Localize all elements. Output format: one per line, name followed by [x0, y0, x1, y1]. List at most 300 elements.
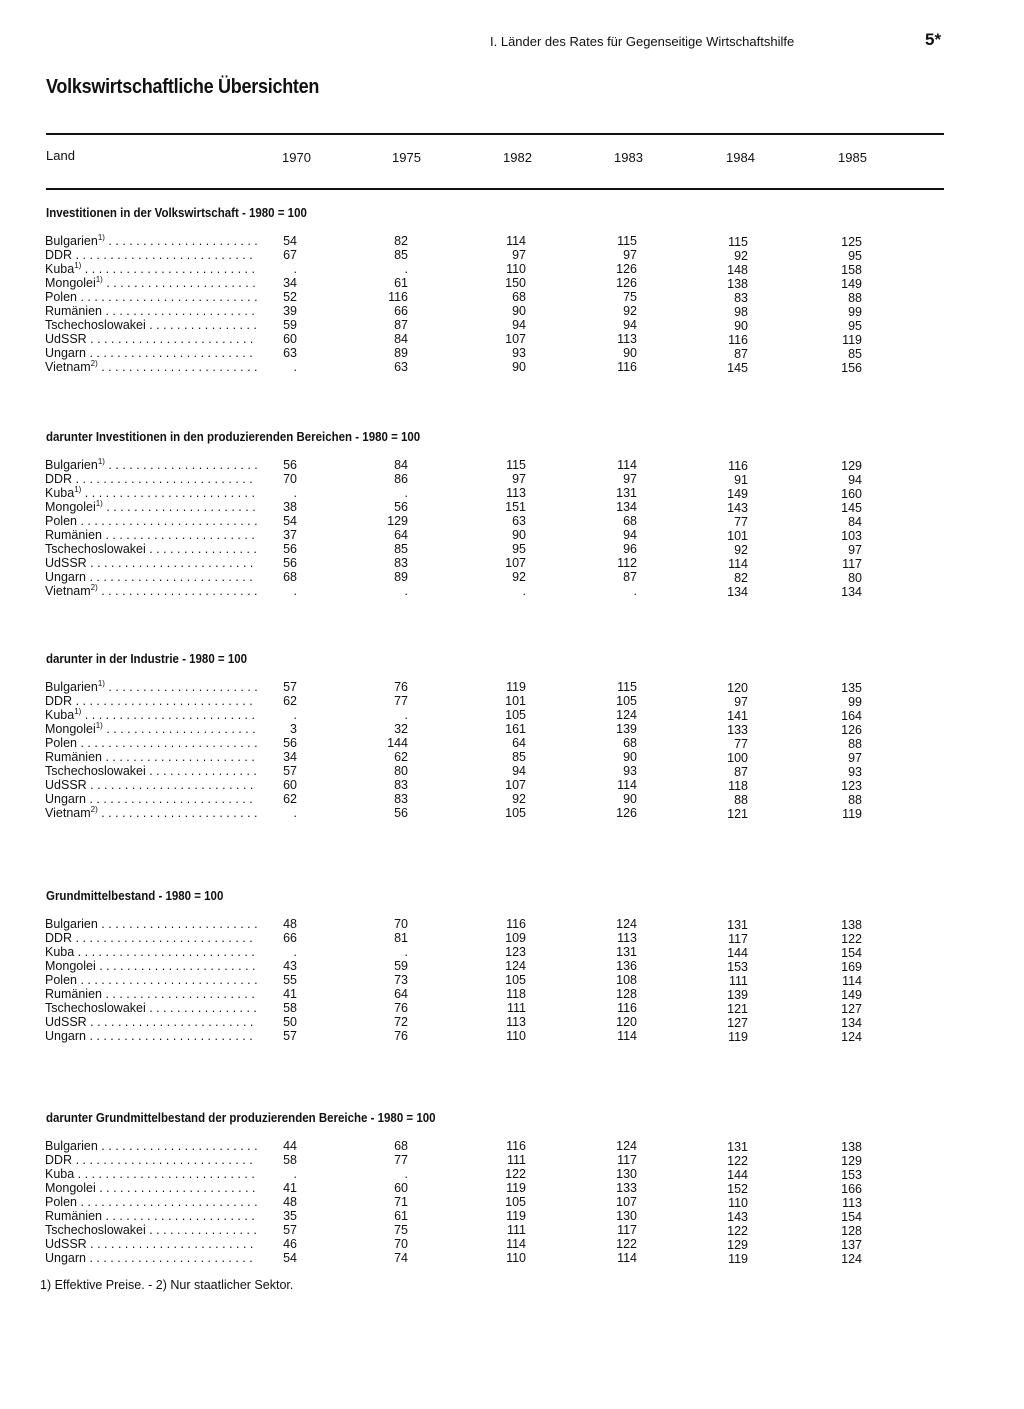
row-label	[45, 528, 257, 542]
value-cell-1984: 88	[734, 793, 748, 807]
value-cell-1975: .	[404, 584, 408, 598]
row-label	[45, 584, 257, 598]
value-cell-1970: 56	[283, 458, 297, 472]
country-name: Bulgarien	[45, 1139, 98, 1153]
value-cell-1984: 119	[728, 1252, 748, 1266]
value-cell-1970: 62	[283, 792, 297, 806]
row-label	[45, 806, 257, 820]
value-cell-1985: 122	[841, 932, 862, 946]
value-cell-1983: 94	[623, 318, 637, 332]
value-cell-1985: 103	[841, 529, 862, 543]
value-cell-1975: 77	[394, 1153, 408, 1167]
value-cell-1975: 73	[394, 973, 408, 987]
value-cell-1982: 94	[512, 318, 526, 332]
value-cell-1984: 83	[734, 291, 748, 305]
value-cell-1984: 131	[727, 918, 748, 932]
value-cell-1984: 143	[727, 501, 748, 515]
value-cell-1984: 87	[734, 765, 748, 779]
column-header-row	[0, 150, 1024, 170]
value-cell-1985: 95	[848, 319, 862, 333]
value-cell-1985: 125	[841, 235, 862, 249]
value-cell-1982: 114	[506, 234, 526, 248]
value-cell-1975: 71	[394, 1195, 408, 1209]
value-cell-1984: 117	[728, 932, 748, 946]
table-row	[0, 1139, 1024, 1153]
value-cell-1984: 91	[734, 473, 748, 487]
column-header-1982: 1982	[503, 150, 532, 165]
value-cell-1985: 134	[841, 1016, 862, 1030]
row-label	[45, 570, 257, 584]
value-cell-1970: 41	[283, 987, 297, 1001]
row-label	[45, 917, 257, 931]
value-cell-1984: 152	[727, 1182, 748, 1196]
value-cell-1985: 97	[848, 543, 862, 557]
value-cell-1985: 114	[842, 974, 862, 988]
value-cell-1983: 90	[623, 792, 637, 806]
row-label	[45, 542, 257, 556]
value-cell-1984: 118	[728, 779, 748, 793]
value-cell-1985: 124	[841, 1030, 862, 1044]
table-row	[0, 1167, 1024, 1181]
value-cell-1975: 85	[394, 542, 408, 556]
value-cell-1985: 153	[841, 1168, 862, 1182]
value-cell-1983: 128	[616, 987, 637, 1001]
value-cell-1975: 66	[394, 304, 408, 318]
value-cell-1975: 116	[388, 290, 408, 304]
value-cell-1975: 60	[394, 1181, 408, 1195]
value-cell-1984: 90	[734, 319, 748, 333]
value-cell-1975: .	[404, 486, 408, 500]
country-name: Mongolei	[45, 722, 96, 736]
table-row	[0, 1153, 1024, 1167]
value-cell-1985: 129	[841, 459, 862, 473]
value-cell-1970: .	[293, 1167, 297, 1181]
value-cell-1985: 95	[848, 249, 862, 263]
column-header-1970: 1970	[282, 150, 311, 165]
value-cell-1970: 50	[283, 1015, 297, 1029]
value-cell-1970: .	[293, 708, 297, 722]
table-row	[0, 500, 1024, 514]
value-cell-1985: 135	[841, 681, 862, 695]
country-name: Bulgarien	[45, 458, 98, 472]
value-cell-1970: .	[293, 360, 297, 374]
table-row	[0, 290, 1024, 304]
value-cell-1984: 127	[727, 1016, 748, 1030]
row-label	[45, 262, 257, 276]
country-name: Polen	[45, 290, 77, 304]
value-cell-1970: 66	[283, 931, 297, 945]
value-cell-1985: 123	[841, 779, 862, 793]
table-row	[0, 276, 1024, 290]
value-cell-1970: 60	[283, 778, 297, 792]
value-cell-1983: 108	[616, 973, 637, 987]
value-cell-1970: 34	[283, 750, 297, 764]
country-name: Tschechoslowakei	[45, 542, 146, 556]
value-cell-1970: 54	[283, 234, 297, 248]
value-cell-1984: 122	[727, 1224, 748, 1238]
row-label	[45, 1223, 257, 1237]
value-cell-1983: 97	[623, 472, 637, 486]
row-label	[45, 514, 257, 528]
value-cell-1985: 145	[841, 501, 862, 515]
table-row	[0, 694, 1024, 708]
value-cell-1975: 56	[394, 500, 408, 514]
footnote-marker: 2)	[90, 360, 98, 368]
row-label	[45, 458, 257, 472]
value-cell-1985: 160	[841, 487, 862, 501]
value-cell-1985: 88	[848, 291, 862, 305]
row-label	[45, 276, 257, 290]
value-cell-1984: 116	[728, 333, 748, 347]
row-label	[45, 708, 257, 722]
value-cell-1983: 126	[616, 806, 637, 820]
value-cell-1970: 57	[283, 1029, 297, 1043]
country-name: Ungarn	[45, 1251, 86, 1265]
value-cell-1982: 107	[505, 332, 526, 346]
page-number: 5*	[925, 30, 942, 49]
value-cell-1983: 90	[623, 346, 637, 360]
value-cell-1975: 77	[394, 694, 408, 708]
value-cell-1985: 156	[841, 361, 862, 375]
value-cell-1982: 109	[505, 931, 526, 945]
value-cell-1985: 128	[841, 1224, 862, 1238]
value-cell-1982: 97	[512, 472, 526, 486]
value-cell-1970: 56	[283, 556, 297, 570]
value-cell-1982: 115	[506, 458, 526, 472]
value-cell-1970: .	[293, 486, 297, 500]
value-cell-1985: 85	[848, 347, 862, 361]
value-cell-1983: 87	[623, 570, 637, 584]
value-cell-1975: 62	[394, 750, 408, 764]
value-cell-1984: 122	[727, 1154, 748, 1168]
row-label	[45, 1181, 257, 1195]
value-cell-1983: 116	[617, 360, 637, 374]
value-cell-1982: 111	[506, 1153, 526, 1167]
value-cell-1975: 85	[394, 248, 408, 262]
value-cell-1983: 124	[616, 1139, 637, 1153]
value-cell-1982: 90	[512, 360, 526, 374]
value-cell-1982: 114	[506, 1237, 526, 1251]
value-cell-1970: .	[293, 806, 297, 820]
value-cell-1985: 99	[848, 695, 862, 709]
value-cell-1970: 41	[283, 1181, 297, 1195]
country-name: Mongolei	[45, 500, 96, 514]
country-name: Ungarn	[45, 570, 86, 584]
value-cell-1970: 52	[283, 290, 297, 304]
value-cell-1982: 92	[512, 792, 526, 806]
country-name: Ungarn	[45, 1029, 86, 1043]
country-name: Kuba	[45, 708, 75, 722]
value-cell-1970: 37	[283, 528, 297, 542]
table-row	[0, 318, 1024, 332]
row-label	[45, 778, 257, 792]
column-header-1983: 1983	[614, 150, 643, 165]
footnote-marker: 2)	[90, 806, 98, 814]
row-label	[45, 736, 257, 750]
country-name: Tschechoslowakei	[45, 1223, 146, 1237]
value-cell-1985: 138	[841, 918, 862, 932]
value-cell-1970: 48	[283, 917, 297, 931]
value-cell-1975: 72	[394, 1015, 408, 1029]
value-cell-1970: .	[293, 262, 297, 276]
value-cell-1975: 129	[387, 514, 408, 528]
value-cell-1983: 114	[617, 778, 637, 792]
row-label	[45, 1209, 257, 1223]
country-name: DDR	[45, 248, 73, 262]
value-cell-1975: 64	[394, 528, 408, 542]
top-rule	[46, 133, 944, 135]
table-row	[0, 1237, 1024, 1251]
country-name: Vietnam	[45, 806, 91, 820]
value-cell-1983: 115	[617, 680, 637, 694]
row-label	[45, 332, 257, 346]
country-name: DDR	[45, 1153, 73, 1167]
value-cell-1985: 137	[841, 1238, 862, 1252]
value-cell-1982: 122	[505, 1167, 526, 1181]
country-name: Polen	[45, 973, 77, 987]
value-cell-1982: 101	[505, 694, 526, 708]
value-cell-1982: 92	[512, 570, 526, 584]
value-cell-1985: 93	[848, 765, 862, 779]
country-name: Rumänien	[45, 750, 102, 764]
country-name: Vietnam	[45, 360, 91, 374]
table-row	[0, 736, 1024, 750]
value-cell-1982: 97	[512, 248, 526, 262]
row-label	[45, 556, 257, 570]
value-cell-1982: 111	[506, 1223, 526, 1237]
value-cell-1982: 111	[506, 1001, 526, 1015]
value-cell-1970: 56	[283, 736, 297, 750]
row-label	[45, 346, 257, 360]
footnote: 1) Effektive Preise. - 2) Nur staatlicher Sektor.	[40, 1278, 294, 1292]
value-cell-1982: 150	[505, 276, 526, 290]
value-cell-1985: 134	[841, 585, 862, 599]
value-cell-1985: 119	[842, 807, 862, 821]
value-cell-1984: 116	[728, 459, 748, 473]
footnote-marker: 1)	[74, 262, 82, 270]
table-row	[0, 542, 1024, 556]
table-row	[0, 1251, 1024, 1265]
value-cell-1982: 110	[506, 1029, 526, 1043]
value-cell-1970: 55	[283, 973, 297, 987]
value-cell-1970: 54	[283, 514, 297, 528]
row-label	[45, 945, 257, 959]
value-cell-1982: 107	[505, 556, 526, 570]
row-label	[45, 472, 257, 486]
value-cell-1983: 90	[623, 750, 637, 764]
country-name: Mongolei	[45, 959, 96, 973]
value-cell-1984: 121	[727, 807, 748, 821]
footnote-marker: 1)	[97, 458, 105, 466]
footnote-marker: 1)	[97, 234, 105, 242]
column-header-1984: 1984	[726, 150, 755, 165]
value-cell-1982: 105	[505, 708, 526, 722]
value-cell-1970: 70	[283, 472, 297, 486]
value-cell-1983: 122	[616, 1237, 637, 1251]
value-cell-1975: 70	[394, 917, 408, 931]
value-cell-1975: 86	[394, 472, 408, 486]
footnote-marker: 1)	[95, 276, 103, 284]
value-cell-1984: 141	[727, 709, 748, 723]
country-name: Kuba	[45, 945, 75, 959]
row-label	[45, 680, 257, 694]
value-cell-1984: 129	[727, 1238, 748, 1252]
value-cell-1983: 94	[623, 528, 637, 542]
value-cell-1982: 68	[512, 290, 526, 304]
footnote-marker: 2)	[90, 584, 98, 592]
value-cell-1984: 98	[734, 305, 748, 319]
value-cell-1984: 92	[734, 249, 748, 263]
footnote-marker: 1)	[74, 486, 82, 494]
country-name: Kuba	[45, 486, 75, 500]
value-cell-1984: 133	[727, 723, 748, 737]
table-row	[0, 931, 1024, 945]
value-cell-1983: 117	[617, 1223, 637, 1237]
value-cell-1975: 70	[394, 1237, 408, 1251]
value-cell-1975: 89	[394, 570, 408, 584]
country-name: UdSSR	[45, 332, 87, 346]
value-cell-1982: 151	[505, 500, 526, 514]
country-name: UdSSR	[45, 778, 87, 792]
row-label	[45, 1153, 257, 1167]
column-header-land: Land	[46, 148, 75, 163]
row-label	[45, 764, 257, 778]
value-cell-1970: 57	[283, 680, 297, 694]
value-cell-1985: 166	[841, 1182, 862, 1196]
value-cell-1983: 120	[616, 1015, 637, 1029]
value-cell-1975: 59	[394, 959, 408, 973]
value-cell-1983: 124	[616, 917, 637, 931]
value-cell-1970: 54	[283, 1251, 297, 1265]
value-cell-1984: 148	[727, 263, 748, 277]
row-label	[45, 234, 257, 248]
table-row	[0, 486, 1024, 500]
value-cell-1984: 87	[734, 347, 748, 361]
country-name: UdSSR	[45, 1237, 87, 1251]
footnote-marker: 1)	[74, 708, 82, 716]
row-label	[45, 1139, 257, 1153]
value-cell-1983: 114	[617, 458, 637, 472]
value-cell-1983: 130	[616, 1167, 637, 1181]
value-cell-1983: 126	[616, 262, 637, 276]
value-cell-1983: 136	[616, 959, 637, 973]
table-row	[0, 1195, 1024, 1209]
value-cell-1975: 81	[394, 931, 408, 945]
value-cell-1983: 68	[623, 514, 637, 528]
value-cell-1975: .	[404, 262, 408, 276]
row-label	[45, 248, 257, 262]
value-cell-1975: 83	[394, 792, 408, 806]
value-cell-1982: 85	[512, 750, 526, 764]
value-cell-1982: 119	[506, 680, 526, 694]
value-cell-1970: 39	[283, 304, 297, 318]
country-name: Tschechoslowakei	[45, 764, 146, 778]
value-cell-1970: 34	[283, 276, 297, 290]
value-cell-1970: 68	[283, 570, 297, 584]
row-label	[45, 722, 257, 736]
value-cell-1975: 68	[394, 1139, 408, 1153]
value-cell-1970: 38	[283, 500, 297, 514]
value-cell-1985: 129	[841, 1154, 862, 1168]
country-name: Mongolei	[45, 1181, 96, 1195]
value-cell-1983: 112	[617, 556, 637, 570]
table-row	[0, 570, 1024, 584]
row-label	[45, 1001, 257, 1015]
value-cell-1982: .	[522, 584, 526, 598]
value-cell-1982: 113	[506, 486, 526, 500]
value-cell-1982: 116	[506, 917, 526, 931]
value-cell-1984: 82	[734, 571, 748, 585]
country-name: Rumänien	[45, 987, 102, 1001]
value-cell-1982: 113	[506, 1015, 526, 1029]
value-cell-1970: 57	[283, 764, 297, 778]
value-cell-1983: 116	[617, 1001, 637, 1015]
table-row	[0, 792, 1024, 806]
country-name: Bulgarien	[45, 917, 98, 931]
country-name: Rumänien	[45, 1209, 102, 1223]
table-row	[0, 945, 1024, 959]
value-cell-1970: 58	[283, 1153, 297, 1167]
country-name: Bulgarien	[45, 234, 98, 248]
column-header-1975: 1975	[392, 150, 421, 165]
value-cell-1985: 158	[841, 263, 862, 277]
value-cell-1984: 149	[727, 487, 748, 501]
country-name: Bulgarien	[45, 680, 98, 694]
row-label	[45, 959, 257, 973]
row-label	[45, 500, 257, 514]
value-cell-1983: 96	[623, 542, 637, 556]
value-cell-1982: 110	[506, 262, 526, 276]
header-rule	[46, 188, 944, 190]
value-cell-1975: 74	[394, 1251, 408, 1265]
row-label	[45, 792, 257, 806]
value-cell-1984: 131	[727, 1140, 748, 1154]
table-row	[0, 973, 1024, 987]
value-cell-1984: 138	[727, 277, 748, 291]
value-cell-1983: 131	[616, 945, 637, 959]
table-row	[0, 248, 1024, 262]
value-cell-1975: .	[404, 708, 408, 722]
value-cell-1982: 94	[512, 764, 526, 778]
row-label	[45, 1029, 257, 1043]
value-cell-1970: 63	[283, 346, 297, 360]
section-title: Investitionen in der Volkswirtschaft - 1980 = 100	[46, 206, 307, 220]
row-label	[45, 931, 257, 945]
value-cell-1970: 57	[283, 1223, 297, 1237]
row-label	[45, 1251, 257, 1265]
page-title: Volkswirtschaftliche Übersichten	[46, 76, 320, 98]
row-label	[45, 1237, 257, 1251]
value-cell-1970: 60	[283, 332, 297, 346]
section-title: darunter Grundmittelbestand der produzierenden Bereiche - 1980 = 100	[46, 1111, 436, 1125]
row-label	[45, 1195, 257, 1209]
value-cell-1970: 35	[283, 1209, 297, 1223]
value-cell-1984: 120	[727, 681, 748, 695]
value-cell-1984: 110	[728, 1196, 748, 1210]
country-name: Ungarn	[45, 346, 86, 360]
value-cell-1985: 149	[841, 988, 862, 1002]
value-cell-1982: 107	[505, 778, 526, 792]
value-cell-1985: 99	[848, 305, 862, 319]
table-row	[0, 806, 1024, 820]
value-cell-1985: 84	[848, 515, 862, 529]
value-cell-1985: 164	[841, 709, 862, 723]
value-cell-1984: 134	[727, 585, 748, 599]
table-row	[0, 708, 1024, 722]
country-name: DDR	[45, 931, 73, 945]
row-label	[45, 486, 257, 500]
value-cell-1982: 64	[512, 736, 526, 750]
